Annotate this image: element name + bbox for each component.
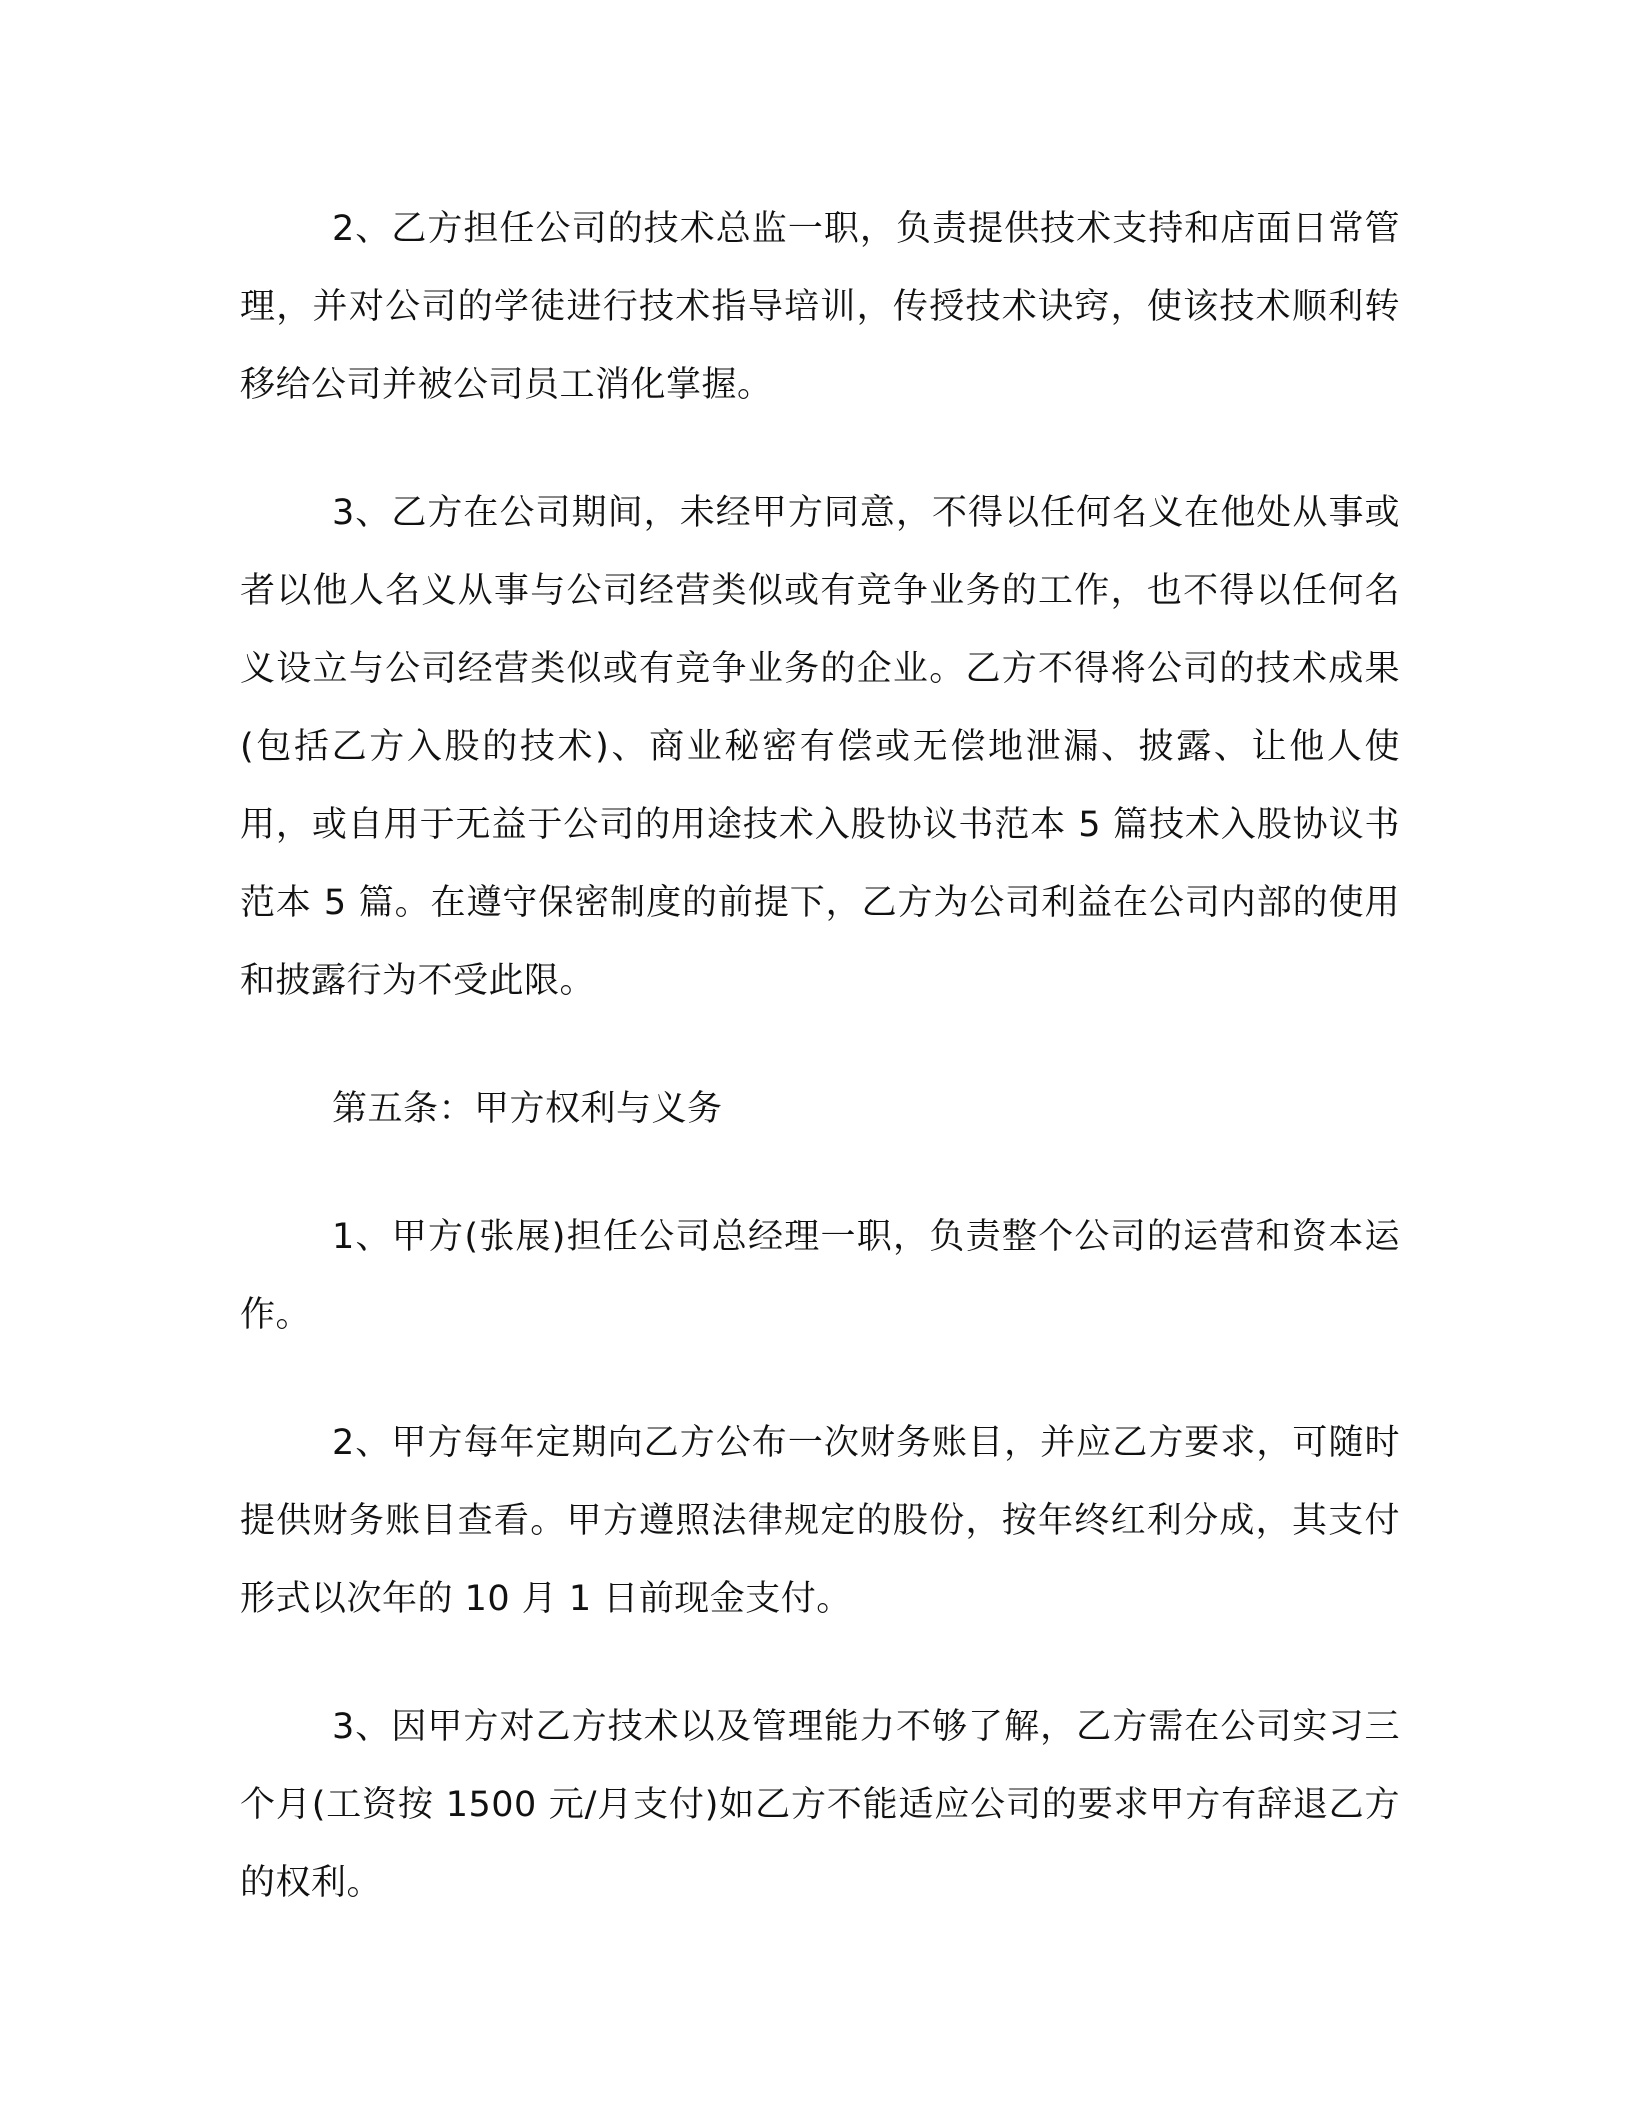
section-paragraph-2: 2、甲方每年定期向乙方公布一次财务账目，并应乙方要求，可随时提供财务账目查看。甲方遵照法律规定的股份，按年终红利分成，其支付形式以次年的 10 月 1 日前现金支付。 bbox=[240, 1423, 1400, 1619]
paragraph-item-3: 3、乙方在公司期间，未经甲方同意，不得以任何名义在他处从事或者以他人名义从事与公司经营类似或有竞争业务的工作，也不得以任何名义设立与公司经营类似或有竞争业务的企业。乙方不得将公司的技术成果(包括乙方入股的技术)、商业秘密有偿或无偿地泄漏、披露、让他人使用，或自用于无益于公司的用途技术入股协议书范本 5 篇技术入股协议书范本 5 篇。在遵守保密制度的前提下，乙方为公司利益在公司内部的使用和披露行为不受此限。 bbox=[240, 493, 1400, 1001]
section-paragraph-3: 3、因甲方对乙方技术以及管理能力不够了解，乙方需在公司实习三个月(工资按 1500 元/月支付)如乙方不能适应公司的要求甲方有辞退乙方的权利。 bbox=[240, 1707, 1400, 1903]
document-body bbox=[240, 190, 1400, 1972]
paragraph-item-2: 2、乙方担任公司的技术总监一职，负责提供技术支持和店面日常管理，并对公司的学徒进行技术指导培训，传授技术诀窍，使该技术顺利转移给公司并被公司员工消化掌握。 bbox=[240, 209, 1400, 405]
section-paragraph-1: 1、甲方(张展)担任公司总经理一职，负责整个公司的运营和资本运作。 bbox=[240, 1217, 1400, 1335]
section-heading: 第五条：甲方权利与义务 bbox=[332, 1089, 723, 1129]
